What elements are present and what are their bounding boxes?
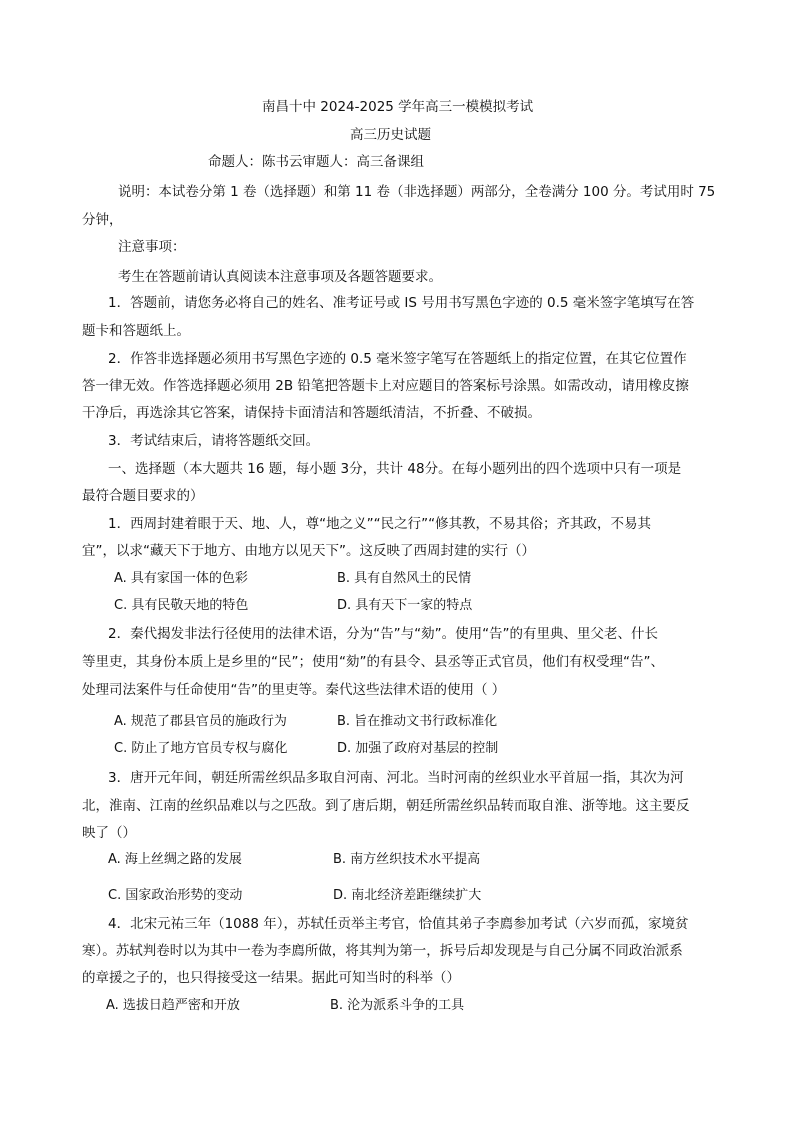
rule-3: 3．考试结束后，请将答题纸交回。 xyxy=(108,433,320,449)
rule-1-line-2: 题卡和答题纸上。 xyxy=(82,323,190,339)
question-4-line-1: 4．北宋元祐三年（1088 年），苏轼任贡举主考官，恰值其弟子李廌参加考试（六岁而孤，家境贫 xyxy=(108,916,689,932)
question-2-option-b[interactable]: B. 旨在推动文书行政标准化 xyxy=(337,714,498,729)
question-3-option-b[interactable]: B. 南方丝织技术水平提高 xyxy=(333,852,481,867)
exam-title: 南昌十中 2024-2025 学年高三一模模拟考试 xyxy=(262,99,534,115)
question-1-line-2: 宜”，以求“藏天下于地方、由地方以见天下”。这反映了西周封建的实行（） xyxy=(82,543,535,559)
notice-title: 注意事项： xyxy=(118,239,186,255)
question-1-option-b[interactable]: B. 具有自然风土的民情 xyxy=(337,571,472,586)
rule-2-line-2: 答一律无效。作答选择题必须用 2B 铅笔把答题卡上对应题目的答案标号涂黑。如需改动，请用橡皮擦 xyxy=(82,378,689,394)
question-2-line-1: 2．秦代揭发非法行径使用的法律术语，分为“告”与“劾”。使用“告”的有里典、里父老、什长 xyxy=(108,626,659,642)
question-2-option-c[interactable]: C. 防止了地方官员专权与腐化 xyxy=(114,741,288,756)
section-heading-line-1: 一、选择题（本大题共 16 题，每小题 3分，共计 48分。在每小题列出的四个选项中只有一项是 xyxy=(108,461,682,477)
question-3-line-2: 北，淮南、江南的丝织品难以与之匹敌。到了唐后期，朝廷所需丝织品转而取自淮、浙等地。这主要反 xyxy=(82,798,690,814)
exam-subtitle: 高三历史试题 xyxy=(350,127,431,143)
question-2-line-2: 等里吏，其身份本质上是乡里的“民”；使用“劾”的有县令、县丞等正式官员，他们有权受理“告”、 xyxy=(82,654,664,670)
question-3-option-d[interactable]: D. 南北经济差距继续扩大 xyxy=(333,888,482,903)
rule-2-line-1: 2．作答非选择题必须用书写黑色字迹的 0.5 毫米签字笔写在答题纸上的指定位置，在其它位置作 xyxy=(108,351,687,367)
question-4-option-b[interactable]: B. 沦为派系斗争的工具 xyxy=(330,998,465,1013)
question-4-line-2: 寒）。苏轼判卷时以为其中一卷为李廌所做，将其判为第一，拆号后却发现是与自己分属不同政治派系 xyxy=(82,943,683,959)
rule-1-line-1: 1．答题前，请您务必将自己的姓名、准考证号或 IS 号用书写黑色字迹的 0.5 毫米签字笔填写在答 xyxy=(108,295,695,311)
question-1-option-c[interactable]: C. 具有民敬天地的特色 xyxy=(114,598,249,613)
section-heading-line-2: 最符合题目要求的） xyxy=(82,488,204,504)
question-1-option-a[interactable]: A. 具有家国一体的色彩 xyxy=(114,571,248,586)
question-3-line-3: 映了（） xyxy=(82,825,136,841)
instructions-line-1: 说明：本试卷分第 1 卷（选择题）和第 11 卷（非选择题）两部分，全卷满分 100 分。考试用时 75 xyxy=(118,184,716,200)
exam-authors: 命题人：陈书云审题人：高三备课组 xyxy=(208,154,424,170)
question-1-line-1: 1．西周封建着眼于天、地、人，尊“地之义”“民之行”“修其教，不易其俗；齐其政，不易其 xyxy=(108,516,652,532)
instructions-line-2: 分钟， xyxy=(82,212,123,228)
rule-2-line-3: 干净后，再选涂其它答案，请保持卡面清洁和答题纸清洁，不折叠、不破损。 xyxy=(82,405,541,421)
question-2-option-a[interactable]: A. 规范了郡县官员的施政行为 xyxy=(114,714,287,729)
question-4-option-a[interactable]: A. 选拔日趋严密和开放 xyxy=(106,998,240,1013)
question-2-option-d[interactable]: D. 加强了政府对基层的控制 xyxy=(337,741,499,756)
question-3-line-1: 3．唐开元年间，朝廷所需丝织品多取自河南、河北。当时河南的丝织业水平首屈一指，其次为河 xyxy=(108,770,684,786)
notice-lead: 考生在答题前请认真阅读本注意事项及各题答题要求。 xyxy=(118,269,442,285)
question-3-option-c[interactable]: C. 国家政治形势的变动 xyxy=(108,888,243,903)
question-4-line-3: 的章援之子的，也只得接受这一结果。据此可知当时的科举（） xyxy=(82,970,460,986)
question-1-option-d[interactable]: D. 具有天下一家的特点 xyxy=(337,598,473,613)
question-3-option-a[interactable]: A. 海上丝绸之路的发展 xyxy=(108,852,242,867)
question-2-line-3: 处理司法案件与任命使用“告”的里吏等。秦代这些法律术语的使用（ ） xyxy=(82,682,506,698)
